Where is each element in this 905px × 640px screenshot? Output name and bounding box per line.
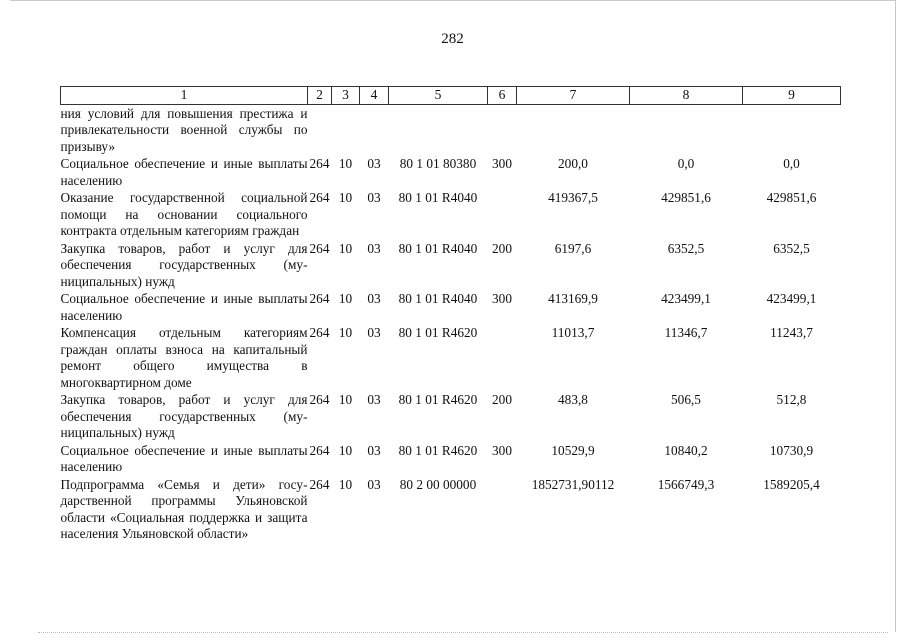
column-header: 9	[743, 87, 841, 105]
column-header: 8	[630, 87, 743, 105]
expense-type-code: 300	[492, 156, 512, 171]
expense-type-code: 200	[492, 392, 512, 407]
scan-bottom-edge	[38, 632, 888, 633]
section-code: 10	[338, 392, 353, 407]
ministry-code: 264	[309, 240, 330, 256]
amount-col-7: 11013,7	[551, 325, 595, 340]
amount-col-9	[743, 104, 841, 155]
amount-col-7: 413169,9	[548, 291, 598, 306]
subsection-code: 03	[367, 442, 381, 458]
row-description: Закупка товаров, работ и услуг для обеспечения государственных (муниципальных) нужд	[60, 392, 308, 440]
table-row	[61, 189, 841, 240]
table-row	[61, 391, 841, 442]
target-article-code: 80 2 00 00000	[399, 476, 477, 492]
table-row	[61, 476, 841, 543]
row-description: Компенсация отдельным категориям граждан оплаты взноса на капитальный ремонт общего имущества в многоквартирном доме	[60, 325, 308, 390]
expense-type-code: 300	[492, 442, 512, 458]
ministry-code: 264	[309, 476, 330, 492]
ministry-code: 264	[309, 190, 330, 205]
target-article-code	[389, 104, 488, 155]
expense-type-code	[488, 324, 517, 391]
subsection-code: 03	[367, 325, 381, 340]
row-description: Подпрограмма «Семья и дети» государственной программы Ульяновской области «Социальная поддержка и защита населения Ульяновской области»	[60, 476, 308, 541]
section-code: 10	[338, 442, 353, 458]
amount-col-8: 6352,5	[667, 240, 705, 256]
ministry-code	[308, 104, 332, 155]
ministry-code: 264	[309, 325, 330, 340]
amount-col-8	[630, 104, 743, 155]
table-row	[61, 290, 841, 324]
column-header: 7	[517, 87, 630, 105]
section-code	[332, 104, 360, 155]
subsection-code: 03	[367, 240, 381, 256]
scan-border-top	[10, 0, 895, 1]
table-row	[61, 240, 841, 291]
amount-col-8: 423499,1	[661, 291, 711, 306]
section-code: 10	[338, 291, 353, 306]
section-code: 10	[338, 476, 353, 492]
amount-col-8: 506,5	[671, 392, 701, 407]
scan-border-right	[895, 0, 896, 632]
subsection-code: 03	[367, 476, 381, 492]
target-article-code: 80 1 01 R4040	[398, 190, 478, 205]
amount-col-7: 10529,9	[551, 442, 595, 458]
amount-col-8: 429851,6	[661, 190, 711, 205]
amount-col-7: 483,8	[558, 392, 588, 407]
section-code: 10	[338, 156, 353, 171]
subsection-code: 03	[367, 190, 381, 205]
amount-col-8: 10840,2	[664, 442, 708, 458]
row-description: Социальное обеспечение и иные выплаты населению	[60, 442, 308, 474]
amount-col-7: 200,0	[558, 156, 588, 171]
target-article-code: 80 1 01 R4620	[398, 325, 478, 340]
target-article-code: 80 1 01 R4040	[398, 240, 478, 256]
target-article-code: 80 1 01 R4040	[398, 291, 478, 306]
target-article-code: 80 1 01 R4620	[398, 442, 478, 458]
amount-col-9: 11243,7	[770, 325, 813, 340]
subsection-code: 03	[367, 392, 381, 407]
column-header: 2	[308, 87, 332, 105]
expense-type-code: 200	[492, 240, 512, 256]
section-code: 10	[338, 325, 353, 340]
header-row	[61, 87, 841, 105]
expense-type-code	[488, 476, 517, 543]
amount-col-9: 512,8	[776, 392, 807, 407]
amount-col-9: 423499,1	[766, 291, 817, 306]
row-description: Оказание государственной социальной помощи на основании социального контракта отдельным категориям граждан	[60, 190, 308, 238]
amount-col-7: 6197,6	[554, 240, 592, 256]
table-row	[61, 104, 841, 155]
amount-col-9: 10730,9	[769, 442, 814, 458]
page-number: 282	[441, 31, 464, 47]
row-description: Закупка товаров, работ и услуг для обеспечения государственных (муниципальных) нужд	[60, 240, 308, 289]
section-code: 10	[338, 240, 353, 256]
amount-col-7	[517, 104, 630, 155]
ministry-code: 264	[309, 291, 330, 306]
amount-col-9: 1589205,4	[763, 476, 820, 492]
row-description: Социальное обеспечение и иные выплаты населению	[60, 156, 308, 188]
expense-type-code	[488, 104, 517, 155]
budget-table	[60, 86, 841, 543]
amount-col-9: 0,0	[783, 156, 800, 171]
column-header: 1	[61, 87, 308, 105]
amount-col-7: 419367,5	[548, 190, 598, 205]
column-header: 3	[332, 87, 360, 105]
amount-col-8: 11346,7	[664, 325, 708, 340]
expense-type-code	[488, 189, 517, 240]
table-row	[61, 155, 841, 189]
amount-col-7: 1852731,90112	[531, 476, 615, 492]
amount-col-8: 0,0	[677, 156, 695, 171]
column-header: 6	[488, 87, 517, 105]
section-code: 10	[338, 190, 353, 205]
subsection-code: 03	[367, 291, 381, 306]
column-header: 4	[360, 87, 389, 105]
target-article-code: 80 1 01 80380	[399, 156, 477, 171]
table-row	[61, 324, 841, 391]
column-header: 5	[389, 87, 488, 105]
amount-col-9: 429851,6	[766, 190, 817, 205]
expense-type-code: 300	[492, 291, 512, 306]
table-row	[61, 442, 841, 476]
amount-col-8: 1566749,3	[657, 476, 715, 492]
ministry-code: 264	[309, 392, 330, 407]
ministry-code: 264	[309, 442, 330, 458]
subsection-code: 03	[367, 156, 381, 171]
ministry-code: 264	[309, 156, 330, 171]
target-article-code: 80 1 01 R4620	[398, 392, 478, 407]
row-description: ния условий для повышения престижа и привлекательности военной службы по призыву»	[60, 105, 308, 154]
subsection-code	[360, 104, 389, 155]
row-description: Социальное обеспечение и иные выплаты населению	[60, 291, 308, 323]
amount-col-9: 6352,5	[773, 240, 810, 256]
